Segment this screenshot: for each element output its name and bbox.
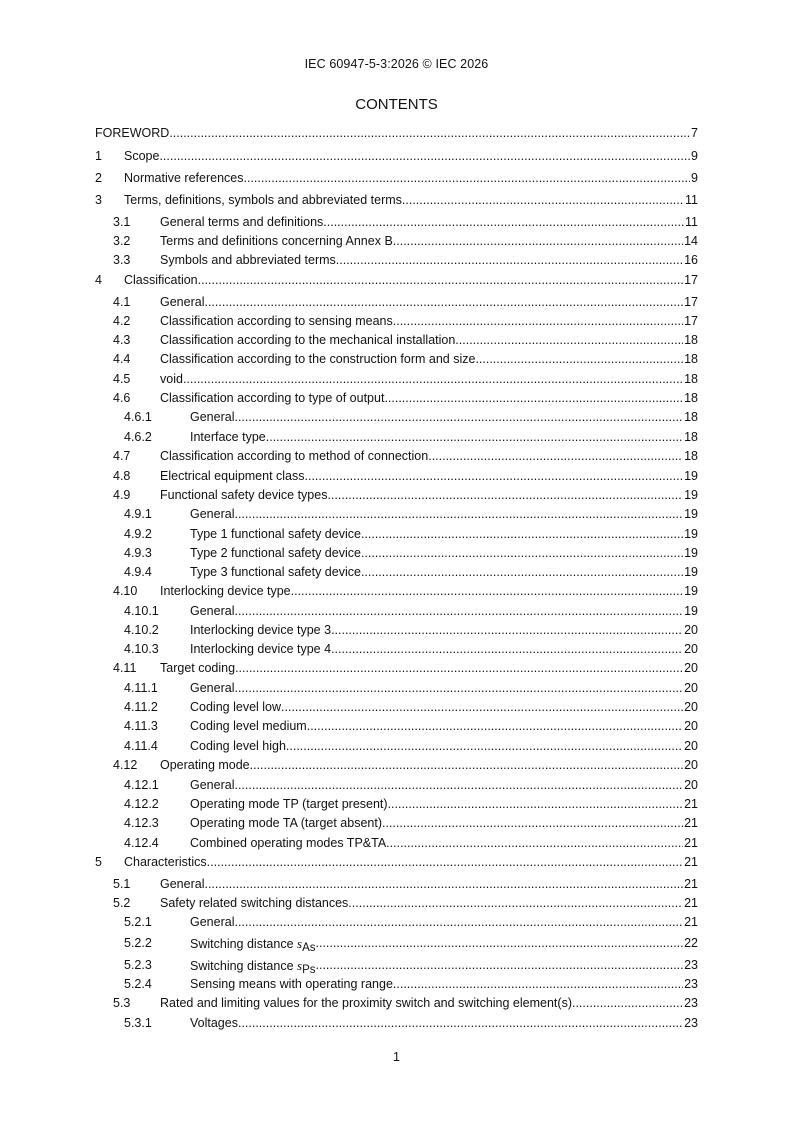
toc-entry-label: [190, 977, 393, 991]
toc-entry-label: [190, 623, 331, 637]
dot-leader: [316, 936, 684, 952]
toc-entry[interactable]: [95, 408, 698, 427]
toc-entry[interactable]: [95, 737, 698, 756]
toc-entry-label-text: Operating mode TP (target present): [190, 797, 388, 811]
toc-entry-page: 20: [684, 623, 698, 637]
toc-entry-number: 4.3: [113, 333, 131, 347]
toc-entry-label: [190, 410, 234, 424]
toc-entry-label-text: Classification according to sensing means: [160, 314, 393, 328]
toc-entry[interactable]: [95, 350, 698, 369]
toc-entry-label-text: Characteristics: [124, 855, 207, 869]
toc-entry-label: [160, 295, 204, 309]
toc-entry[interactable]: [95, 1014, 698, 1033]
toc-entry-page: 20: [684, 642, 698, 656]
toc-entry-number: 5.3: [113, 996, 131, 1010]
dot-leader: [266, 430, 683, 444]
dot-leader: [234, 410, 683, 424]
toc-entry-page: 17: [684, 295, 698, 309]
toc-entry-label: [160, 352, 475, 366]
toc-entry-number: 5.2.1: [124, 915, 152, 929]
toc-entry-page: 23: [684, 1016, 698, 1030]
toc-entry-label-text: Rated and limiting values for the proximity switch and switching element(s): [160, 996, 572, 1010]
toc-entry-label-text: void: [160, 372, 183, 386]
dot-leader: [250, 758, 683, 772]
toc-entry-page: 21: [684, 915, 698, 929]
toc-entry-label-text: FOREWORD: [95, 126, 170, 140]
toc-entry-number: 4.6.1: [124, 410, 152, 424]
dot-leader: [402, 193, 684, 207]
toc-entry-label-text: Classification according to type of output: [160, 391, 385, 405]
toc-entry[interactable]: [95, 505, 698, 524]
toc-entry-page: 18: [684, 333, 698, 347]
toc-entry-label: [190, 958, 316, 974]
toc-entry-label-text: Operating mode TA (target absent): [190, 816, 383, 830]
toc-entry[interactable]: [95, 271, 698, 290]
toc-entry-number: 5.3.1: [124, 1016, 152, 1030]
toc-entry-page: 19: [684, 546, 698, 560]
symbol: s: [297, 936, 303, 951]
toc-entry-label-text: Normative references: [124, 171, 244, 185]
toc-entry[interactable]: [95, 717, 698, 736]
toc-entry-label: [124, 855, 207, 869]
toc-entry-number: 4.11: [113, 661, 137, 675]
dot-leader: [361, 527, 683, 541]
toc-entry[interactable]: [95, 169, 698, 188]
toc-entry-label: [160, 661, 235, 675]
dot-leader: [316, 958, 684, 974]
toc-entry-number: 4.9.2: [124, 527, 152, 541]
toc-entry-page: 18: [684, 430, 698, 444]
toc-entry-page: 18: [684, 391, 698, 405]
toc-entry-label-text: Target coding: [160, 661, 236, 675]
toc-entry-label-text: Electrical equipment class: [160, 469, 305, 483]
toc-entry-number: 3.1: [113, 215, 131, 229]
toc-entry-number: 4.10.2: [124, 623, 159, 637]
toc-entry-label: [160, 215, 323, 229]
toc-entry-label: [190, 719, 307, 733]
toc-entry-page: 11: [685, 215, 698, 229]
toc-entry-page: 22: [684, 936, 698, 950]
toc-entry[interactable]: [95, 994, 698, 1013]
toc-entry-label-text: General: [190, 778, 235, 792]
toc-entry-label-text: General: [160, 295, 205, 309]
dot-leader: [234, 604, 683, 618]
toc-entry-label-text: General terms and definitions: [160, 215, 324, 229]
toc-entry-number: 4.11.4: [124, 739, 158, 753]
toc-entry-page: 19: [684, 604, 698, 618]
toc-entry[interactable]: [95, 934, 698, 953]
toc-entry-label-text: General: [190, 681, 235, 695]
toc-entry-page: 18: [684, 449, 698, 463]
toc-entry[interactable]: [95, 975, 698, 994]
toc-entry-number: 4.12.3: [124, 816, 159, 830]
toc-entry[interactable]: [95, 894, 698, 913]
toc-entry-page: 17: [684, 273, 698, 287]
toc-entry-label: [190, 700, 281, 714]
toc-entry-label-text: Coding level low: [190, 700, 282, 714]
toc-entry-page: 23: [684, 977, 698, 991]
toc-entry-label-text: Safety related switching distances: [160, 896, 349, 910]
toc-entry-label: [95, 126, 169, 140]
toc-entry-page: 21: [684, 855, 698, 869]
toc-entry-label: [190, 778, 234, 792]
dot-leader: [361, 546, 683, 560]
dot-leader: [234, 507, 683, 521]
toc-entry-number: 4.10.1: [124, 604, 159, 618]
toc-entry-label-text: Type 1 functional safety device: [190, 527, 361, 541]
toc-entry-number: 4.11.3: [124, 719, 158, 733]
toc-entry-label-text: Switching distance: [190, 937, 298, 951]
toc-entry[interactable]: [95, 467, 698, 486]
toc-entry[interactable]: [95, 447, 698, 466]
toc-entry-page: 19: [684, 584, 698, 598]
toc-entry-label: [190, 836, 386, 850]
toc-entry-label: [160, 333, 455, 347]
toc-entry-label: [190, 1016, 238, 1030]
toc-entry[interactable]: [95, 389, 698, 408]
page-title: CONTENTS: [355, 96, 438, 113]
toc-entry-label: [160, 996, 572, 1010]
toc-entry-number: 3.3: [113, 253, 131, 267]
toc-entry-number: 4.12: [113, 758, 138, 772]
toc-entry-page: 14: [684, 234, 698, 248]
toc-entry[interactable]: [95, 602, 698, 621]
toc-entry[interactable]: [95, 756, 698, 775]
toc-entry-number: 5.2.3: [124, 958, 152, 972]
toc-entry-number: 4.2: [113, 314, 131, 328]
page-number: 1: [393, 1050, 400, 1064]
toc-entry-page: 20: [684, 778, 698, 792]
toc-entry-label: [160, 758, 250, 772]
dot-leader: [386, 836, 683, 850]
toc-entry[interactable]: [95, 640, 698, 659]
toc-entry-label: [160, 449, 428, 463]
toc-entry-number: 4.9.4: [124, 565, 152, 579]
dot-leader: [307, 719, 683, 733]
toc-entry-label: [160, 234, 393, 248]
toc-entry-page: 19: [684, 507, 698, 521]
dot-leader: [393, 314, 683, 328]
toc-entry-label-text: General: [190, 507, 235, 521]
toc-entry-label: [190, 739, 286, 753]
toc-entry-page: 11: [685, 193, 698, 207]
toc-entry-number: 2: [95, 171, 102, 185]
symbol-subscript: As: [302, 942, 316, 954]
toc-entry-page: 18: [684, 372, 698, 386]
toc-entry-label-text: General: [190, 604, 235, 618]
toc-entry-label-text: Sensing means with operating range: [190, 977, 393, 991]
toc-entry-page: 9: [691, 149, 698, 163]
toc-entry-page: 21: [684, 836, 698, 850]
toc-entry[interactable]: [95, 913, 698, 932]
toc-entry-label: [124, 193, 402, 207]
dot-leader: [327, 488, 683, 502]
dot-leader: [382, 816, 683, 830]
dot-leader: [183, 372, 683, 386]
toc-entry-label: [160, 584, 291, 598]
dot-leader: [286, 739, 683, 753]
toc-entry-page: 19: [684, 527, 698, 541]
toc-entry-number: 5.2: [113, 896, 131, 910]
toc-entry-label: [160, 314, 393, 328]
toc-entry-label-text: Type 3 functional safety device: [190, 565, 361, 579]
toc-entry-label-text: Type 2 functional safety device: [190, 546, 361, 560]
toc-entry-label: [190, 936, 316, 952]
toc-entry-number: 5.1: [113, 877, 131, 891]
toc-entry-label-text: Terms and definitions concerning Annex B: [160, 234, 393, 248]
toc-entry-number: 4.12.4: [124, 836, 159, 850]
toc-entry-number: 4.6.2: [124, 430, 152, 444]
toc-entry-page: 16: [684, 253, 698, 267]
toc-entry[interactable]: [95, 428, 698, 447]
toc-entry-number: 5.2.4: [124, 977, 152, 991]
toc-entry-label-text: Terms, definitions, symbols and abbreviated terms: [124, 193, 402, 207]
toc-entry-number: 4.9.1: [124, 507, 152, 521]
toc-entry-number: 5.2.2: [124, 936, 152, 950]
toc-entry-number: 4.10: [113, 584, 138, 598]
dot-leader: [572, 996, 683, 1010]
dot-leader: [234, 681, 683, 695]
toc-entry-label-text: Interlocking device type: [160, 584, 291, 598]
dot-leader: [388, 797, 684, 811]
toc-entry-label: [160, 488, 327, 502]
toc-entry-label: [190, 565, 361, 579]
dot-leader: [204, 295, 683, 309]
toc-entry-label: [124, 149, 159, 163]
toc-entry-label: [190, 797, 388, 811]
dot-leader: [348, 896, 683, 910]
toc-entry-page: 7: [691, 126, 698, 140]
toc-entry-number: 4.6: [113, 391, 131, 405]
toc-entry-label-text: Classification: [124, 273, 198, 287]
toc-entry-label: [190, 546, 361, 560]
toc-entry[interactable]: [95, 776, 698, 795]
dot-leader: [361, 565, 683, 579]
toc-entry-page: 20: [684, 661, 698, 675]
toc-entry[interactable]: [95, 486, 698, 505]
toc-entry-number: 4.10.3: [124, 642, 159, 656]
toc-entry[interactable]: [95, 659, 698, 678]
dot-leader: [198, 273, 683, 287]
toc-entry-number: 3.2: [113, 234, 131, 248]
toc-entry[interactable]: [95, 370, 698, 389]
toc-entry-number: 4.9.3: [124, 546, 152, 560]
toc-entry-label-text: Interface type: [190, 430, 266, 444]
toc-entry[interactable]: [95, 213, 698, 232]
toc-entry-page: 18: [684, 352, 698, 366]
toc-entry-label: [190, 681, 234, 695]
toc-entry-number: 4: [95, 273, 102, 287]
toc-entry-label: [190, 642, 331, 656]
toc-entry-page: 21: [684, 896, 698, 910]
toc-entry-label: [190, 604, 234, 618]
toc-entry-label-text: Interlocking device type 4: [190, 642, 332, 656]
dot-leader: [428, 449, 683, 463]
toc-entry-page: 17: [684, 314, 698, 328]
document-header: IEC 60947-5-3:2026 © IEC 2026: [304, 57, 489, 71]
toc-entry-number: 1: [95, 149, 102, 163]
toc-entry-label: [160, 877, 204, 891]
dot-leader: [291, 584, 683, 598]
toc-entry-number: 4.12.1: [124, 778, 159, 792]
toc-entry-number: 4.12.2: [124, 797, 159, 811]
toc-entry[interactable]: [95, 251, 698, 270]
toc-entry-label: [190, 527, 361, 541]
toc-entry[interactable]: [95, 232, 698, 251]
toc-entry-page: 21: [684, 797, 698, 811]
toc-entry-number: 5: [95, 855, 102, 869]
toc-entry[interactable]: [95, 563, 698, 582]
toc-entry[interactable]: [95, 147, 698, 166]
toc-entry[interactable]: [95, 582, 698, 601]
dot-leader: [238, 1016, 683, 1030]
toc-entry[interactable]: [95, 795, 698, 814]
toc-entry-label-text: Scope: [124, 149, 160, 163]
toc-entry-number: 4.4: [113, 352, 131, 366]
toc-entry-page: 23: [684, 996, 698, 1010]
dot-leader: [323, 215, 684, 229]
symbol: s: [297, 958, 303, 973]
toc-entry-label: [190, 430, 266, 444]
toc-entry-number: 4.1: [113, 295, 131, 309]
toc-entry[interactable]: [95, 544, 698, 563]
toc-entry-page: 20: [684, 700, 698, 714]
toc-entry-page: 19: [684, 469, 698, 483]
toc-entry-page: 9: [691, 171, 698, 185]
toc-entry-label: [160, 469, 305, 483]
toc-entry-label-text: Voltages: [190, 1016, 238, 1030]
toc-entry[interactable]: [95, 814, 698, 833]
toc-entry-page: 21: [684, 816, 698, 830]
toc-entry[interactable]: [95, 679, 698, 698]
dot-leader: [159, 149, 690, 163]
toc-entry[interactable]: [95, 698, 698, 717]
dot-leader: [234, 778, 683, 792]
toc-entry[interactable]: [95, 621, 698, 640]
dot-leader: [331, 642, 683, 656]
toc-entry-label-text: Symbols and abbreviated terms: [160, 253, 336, 267]
toc-entry[interactable]: [95, 525, 698, 544]
toc-entry-number: 4.11.2: [124, 700, 158, 714]
toc-entry-label-text: Classification according to the construction form and size: [160, 352, 476, 366]
toc-entry-page: 20: [684, 719, 698, 733]
toc-entry-number: 4.7: [113, 449, 131, 463]
toc-entry-label-text: Classification according to method of connection: [160, 449, 429, 463]
dot-leader: [384, 391, 683, 405]
toc-entry[interactable]: [95, 312, 698, 331]
dot-leader: [244, 171, 691, 185]
toc-entry-number: 4.5: [113, 372, 131, 386]
dot-leader: [281, 700, 683, 714]
toc-entry-label-text: Operating mode: [160, 758, 250, 772]
toc-entry[interactable]: [95, 834, 698, 853]
toc-entry-number: 4.8: [113, 469, 131, 483]
dot-leader: [235, 661, 683, 675]
toc-entry-label: [160, 391, 384, 405]
toc-entry-label-text: Interlocking device type 3: [190, 623, 332, 637]
toc-entry[interactable]: [95, 875, 698, 894]
toc-entry-number: 4.9: [113, 488, 131, 502]
toc-entry-number: 3: [95, 193, 102, 207]
toc-entry-label-text: Coding level high: [190, 739, 286, 753]
toc-entry[interactable]: [95, 124, 698, 143]
toc-entry-page: 21: [684, 877, 698, 891]
toc-entry-label: [160, 896, 348, 910]
toc-entry-label-text: Coding level medium: [190, 719, 307, 733]
toc-entry-label-text: General: [160, 877, 205, 891]
dot-leader: [393, 234, 683, 248]
dot-leader: [207, 855, 683, 869]
toc-entry-page: 20: [684, 758, 698, 772]
dot-leader: [204, 877, 683, 891]
dot-leader: [305, 469, 684, 483]
toc-entry-page: 19: [684, 565, 698, 579]
toc-entry[interactable]: [95, 331, 698, 350]
toc-entry[interactable]: [95, 853, 698, 872]
toc-entry-label: [160, 253, 336, 267]
toc-entry-label: [190, 915, 234, 929]
toc-entry[interactable]: [95, 956, 698, 975]
toc-entry-page: 19: [684, 488, 698, 502]
toc-entry-label-text: General: [190, 410, 235, 424]
toc-entry[interactable]: [95, 191, 698, 210]
toc-entry-label-text: Functional safety device types: [160, 488, 328, 502]
toc-entry-label-text: Classification according to the mechanical installation: [160, 333, 456, 347]
toc-entry[interactable]: [95, 293, 698, 312]
dot-leader: [331, 623, 683, 637]
symbol-subscript: Ps: [302, 964, 316, 976]
toc-entry-label-text: General: [190, 915, 235, 929]
toc-entry-label: [124, 273, 198, 287]
dot-leader: [475, 352, 683, 366]
toc-entry-page: 18: [684, 410, 698, 424]
toc-entry-label-text: Combined operating modes TP&TA: [190, 836, 387, 850]
toc-entry-number: 4.11.1: [124, 681, 158, 695]
toc-entry-label: [160, 372, 183, 386]
dot-leader: [455, 333, 683, 347]
dot-leader: [336, 253, 683, 267]
toc-entry-label-text: Switching distance: [190, 959, 298, 973]
dot-leader: [169, 126, 690, 140]
toc-entry-page: 23: [684, 958, 698, 972]
toc-entry-page: 20: [684, 739, 698, 753]
toc-entry-label: [124, 171, 244, 185]
toc-entry-label: [190, 816, 382, 830]
dot-leader: [393, 977, 683, 991]
toc-entry-label: [190, 507, 234, 521]
dot-leader: [234, 915, 683, 929]
toc-entry-page: 20: [684, 681, 698, 695]
